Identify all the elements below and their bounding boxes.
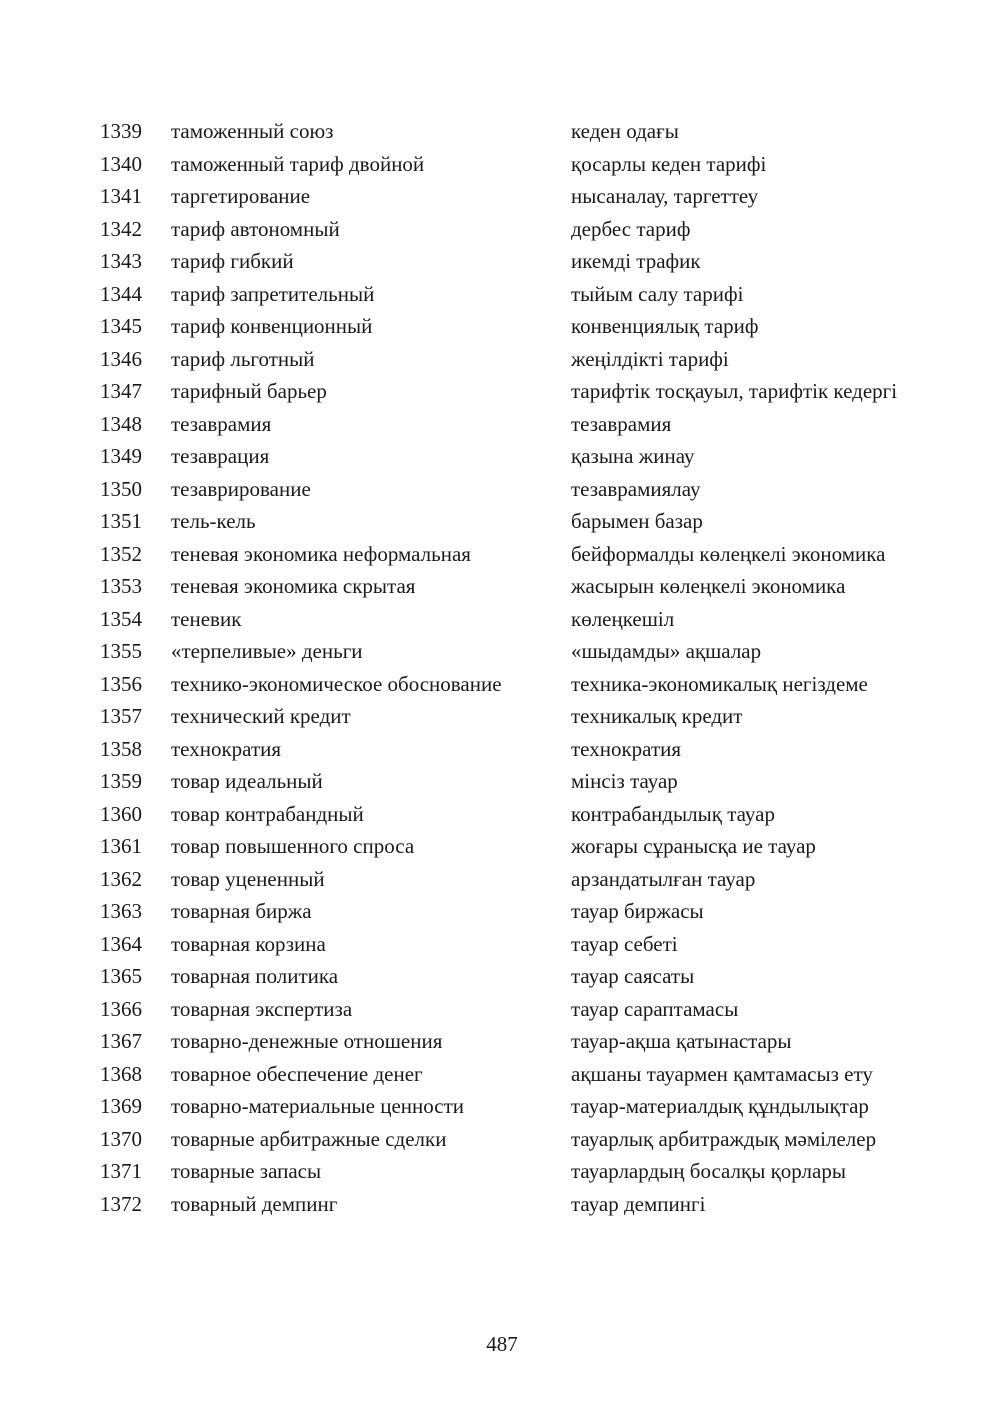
entry-number: 1345 (100, 314, 142, 338)
entry-term-russian: товарный демпинг (171, 1191, 338, 1216)
entry-number: 1359 (100, 769, 142, 793)
entry-term-russian: тарифный барьер (171, 379, 327, 403)
glossary-entry (100, 408, 920, 441)
entry-term-russian: товар повышенного спроса (171, 834, 415, 858)
glossary-list (100, 115, 920, 1220)
entry-term-kazakh: бейформалды көлеңкелі экономика (571, 541, 886, 566)
entry-term-kazakh: контрабандылық тауар (571, 801, 775, 826)
entry-number: 1365 (100, 964, 142, 988)
glossary-entry (100, 148, 920, 181)
glossary-entry (100, 310, 920, 343)
glossary-entry (100, 505, 920, 538)
entry-term-kazakh: тауар биржасы (571, 899, 704, 923)
entry-term-russian: тариф гибкий (171, 249, 294, 273)
entry-number: 1350 (100, 476, 142, 501)
entry-term-kazakh: техникалық кредит (571, 704, 743, 728)
glossary-entry (100, 375, 920, 408)
glossary-entry (100, 733, 920, 766)
entry-number: 1353 (100, 574, 142, 598)
entry-term-russian: тезаврирование (171, 476, 311, 501)
glossary-entry (100, 245, 920, 278)
entry-term-kazakh: арзандатылған тауар (571, 866, 756, 891)
entry-term-kazakh: тауар-ақша қатынастары (571, 1029, 792, 1053)
entry-term-kazakh: жеңілдікті тарифі (571, 346, 729, 371)
glossary-entry (100, 863, 920, 896)
entry-term-russian: товарная корзина (171, 931, 326, 956)
entry-term-russian: товарные арбитражные сделки (171, 1126, 447, 1151)
glossary-entry (100, 928, 920, 961)
entry-term-kazakh: қазына жинау (571, 444, 695, 468)
entry-number: 1368 (100, 1061, 142, 1086)
entry-term-kazakh: тезаврамиялау (571, 476, 701, 501)
entry-term-kazakh: тауар себеті (571, 931, 678, 956)
entry-term-russian: товарная экспертиза (171, 996, 353, 1021)
entry-number: 1348 (100, 411, 142, 436)
entry-term-russian: теневая экономика скрытая (171, 574, 416, 598)
entry-term-russian: товар идеальный (171, 769, 323, 793)
entry-number: 1363 (100, 899, 142, 923)
entry-term-kazakh: көлеңкешіл (571, 606, 675, 631)
entry-term-kazakh: нысаналау, таргеттеу (571, 184, 759, 208)
entry-term-kazakh: ақшаны тауармен қамтамасыз ету (571, 1061, 873, 1086)
glossary-entry (100, 343, 920, 376)
glossary-entry (100, 1155, 920, 1188)
entry-term-kazakh: тауарлардың босалқы қорлары (571, 1159, 846, 1183)
entry-number: 1344 (100, 281, 142, 306)
entry-term-russian: тель-кель (171, 509, 256, 533)
entry-number: 1362 (100, 866, 142, 891)
entry-term-russian: товар уцененный (171, 866, 325, 891)
entry-term-kazakh: тауар сараптамасы (571, 996, 739, 1021)
entry-term-kazakh: «шыдамды» ақшалар (571, 639, 762, 663)
entry-number: 1372 (100, 1191, 142, 1216)
entry-term-kazakh: техника-экономикалық негіздеме (571, 671, 868, 696)
entry-number: 1371 (100, 1159, 142, 1183)
entry-term-russian: тариф конвенционный (171, 314, 373, 338)
entry-number: 1370 (100, 1126, 142, 1151)
entry-number: 1355 (100, 639, 142, 663)
entry-term-kazakh: икемді трафик (571, 249, 701, 273)
entry-number: 1349 (100, 444, 142, 468)
entry-number: 1360 (100, 801, 142, 826)
entry-number: 1340 (100, 151, 142, 176)
glossary-entry (100, 1123, 920, 1156)
entry-term-russian: технико-экономическое обоснование (171, 671, 502, 696)
entry-term-kazakh: тауарлық арбитраждық мәмілелер (571, 1126, 877, 1151)
glossary-entry (100, 1188, 920, 1221)
entry-term-russian: тариф запретительный (171, 281, 375, 306)
entry-number: 1352 (100, 541, 142, 566)
glossary-entry (100, 440, 920, 473)
entry-term-russian: таможенный тариф двойной (171, 151, 425, 176)
entry-term-russian: теневая экономика неформальная (171, 541, 471, 566)
entry-term-kazakh: тарифтік тосқауыл, тарифтік кедергі (571, 379, 898, 403)
entry-number: 1347 (100, 379, 142, 403)
glossary-entry (100, 830, 920, 863)
glossary-entry (100, 538, 920, 571)
entry-number: 1366 (100, 996, 142, 1021)
glossary-entry (100, 1090, 920, 1123)
entry-term-russian: товарная политика (171, 964, 339, 988)
glossary-entry (100, 115, 920, 148)
entry-term-russian: технический кредит (171, 704, 351, 728)
entry-term-kazakh: мінсіз тауар (571, 769, 678, 793)
entry-term-russian: товарное обеспечение денег (171, 1061, 423, 1086)
entry-term-russian: «терпеливые» деньги (171, 639, 363, 663)
entry-number: 1357 (100, 704, 142, 728)
glossary-entry (100, 993, 920, 1026)
glossary-entry (100, 1025, 920, 1058)
entry-term-russian: теневик (171, 606, 242, 631)
entry-number: 1343 (100, 249, 142, 273)
entry-term-kazakh: тыйым салу тарифі (571, 281, 744, 306)
glossary-entry (100, 635, 920, 668)
glossary-entry (100, 700, 920, 733)
entry-term-kazakh: жоғары сұранысқа ие тауар (571, 834, 816, 858)
entry-term-russian: тезаврамия (171, 411, 272, 436)
entry-term-russian: технократия (171, 736, 282, 761)
entry-term-russian: товарные запасы (171, 1159, 322, 1183)
entry-term-kazakh: кеден одағы (571, 119, 679, 143)
entry-number: 1354 (100, 606, 142, 631)
entry-term-russian: тезаврация (171, 444, 270, 468)
entry-term-kazakh: қосарлы кеден тарифі (571, 151, 767, 176)
entry-number: 1361 (100, 834, 142, 858)
entry-number: 1351 (100, 509, 142, 533)
entry-term-kazakh: тауар демпингі (571, 1191, 706, 1216)
glossary-entry (100, 278, 920, 311)
entry-term-russian: тариф льготный (171, 346, 315, 371)
glossary-entry (100, 213, 920, 246)
entry-term-kazakh: дербес тариф (571, 216, 691, 241)
entry-number: 1358 (100, 736, 142, 761)
entry-number: 1364 (100, 931, 142, 956)
entry-term-kazakh: жасырын көлеңкелі экономика (571, 574, 846, 598)
glossary-entry (100, 1058, 920, 1091)
glossary-entry (100, 180, 920, 213)
glossary-entry (100, 570, 920, 603)
entry-number: 1367 (100, 1029, 142, 1053)
entry-number: 1342 (100, 216, 142, 241)
entry-term-kazakh: тауар-материалдық құндылықтар (571, 1094, 869, 1118)
entry-number: 1346 (100, 346, 142, 371)
entry-term-kazakh: барымен базар (571, 509, 703, 533)
glossary-entry (100, 668, 920, 701)
page-number: 487 (486, 1332, 518, 1356)
entry-term-russian: таможенный союз (171, 119, 334, 143)
entry-number: 1341 (100, 184, 142, 208)
glossary-entry (100, 798, 920, 831)
entry-term-kazakh: тезаврамия (571, 411, 672, 436)
entry-term-russian: товарно-материальные ценности (171, 1094, 465, 1118)
entry-term-russian: тариф автономный (171, 216, 340, 241)
glossary-entry (100, 895, 920, 928)
entry-term-kazakh: технократия (571, 736, 682, 761)
glossary-entry (100, 473, 920, 506)
glossary-entry (100, 960, 920, 993)
entry-term-russian: товарно-денежные отношения (171, 1029, 443, 1053)
entry-number: 1369 (100, 1094, 142, 1118)
entry-term-kazakh: конвенциялық тариф (571, 314, 759, 338)
entry-number: 1356 (100, 671, 142, 696)
glossary-entry (100, 765, 920, 798)
entry-term-russian: товар контрабандный (171, 801, 364, 826)
entry-term-kazakh: тауар саясаты (571, 964, 695, 988)
entry-term-russian: товарная биржа (171, 899, 312, 923)
entry-term-russian: таргетирование (171, 184, 311, 208)
glossary-entry (100, 603, 920, 636)
entry-number: 1339 (100, 119, 142, 143)
